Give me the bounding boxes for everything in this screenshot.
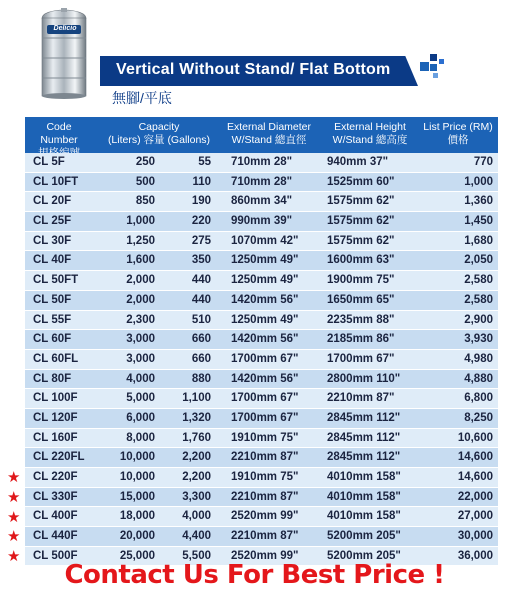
cell-liters: 850 — [135, 195, 155, 208]
cell-price: 27,000 — [457, 510, 493, 523]
table-row — [25, 173, 498, 193]
table-header — [25, 117, 498, 153]
red-star-icon: ★ — [7, 548, 21, 565]
cell-price: 22,000 — [457, 490, 493, 503]
cell-diameter: 1700mm 67" — [231, 411, 299, 424]
cell-diameter: 1910mm 75" — [231, 431, 299, 444]
cell-price: 4,980 — [464, 352, 493, 365]
cell-liters: 3,000 — [126, 352, 155, 365]
cell-price: 1,450 — [464, 215, 493, 228]
cell-gallons: 510 — [191, 313, 211, 326]
cell-gallons: 3,300 — [182, 490, 211, 503]
cell-liters: 15,000 — [119, 490, 155, 503]
cell-gallons: 660 — [191, 333, 211, 346]
cell-gallons: 4,400 — [182, 530, 211, 543]
header-capacity-units: (Liters) 容量 (Gallons) — [107, 134, 211, 146]
header-capacity-en: Capacity — [138, 121, 180, 133]
cell-diameter: 710mm 28" — [231, 156, 293, 168]
cell-liters: 4,000 — [126, 372, 155, 385]
cell-code: CL 220FL — [33, 451, 85, 464]
header-price — [419, 121, 497, 147]
cell-liters: 1,000 — [126, 215, 155, 228]
cell-diameter: 990mm 39" — [231, 215, 293, 228]
table-row — [25, 330, 498, 350]
cell-height: 2845mm 112" — [327, 451, 401, 464]
red-star-icon: ★ — [7, 508, 21, 526]
header-height-zh: W/Stand 總高度 — [332, 134, 408, 146]
cell-code: CL 25F — [33, 215, 72, 228]
table-row — [25, 389, 498, 409]
cell-code: CL 50F — [33, 293, 72, 306]
cell-code: CL 60F — [33, 333, 72, 346]
cell-gallons: 2,200 — [182, 471, 211, 483]
cell-price: 4,880 — [464, 372, 493, 385]
cell-code: CL 55F — [33, 313, 72, 326]
brand-logo-text: Delicio — [53, 25, 77, 32]
cell-height: 1525mm 60" — [327, 175, 395, 188]
contact-cta: Contact Us For Best Price ! — [64, 560, 445, 590]
cell-diameter: 2210mm 87" — [231, 490, 299, 503]
cell-code: CL 440F — [33, 530, 78, 543]
cell-code: CL 30F — [33, 234, 72, 247]
cell-height: 4010mm 158" — [327, 510, 401, 523]
cell-code: CL 50FT — [33, 274, 79, 287]
cell-liters: 2,000 — [126, 293, 155, 306]
table-row — [25, 232, 498, 252]
header-diameter-en: External Diameter — [226, 121, 312, 133]
cell-liters: 3,000 — [126, 333, 155, 346]
cell-gallons: 660 — [191, 352, 211, 365]
cell-diameter: 2210mm 87" — [231, 451, 299, 464]
cell-gallons: 55 — [198, 156, 211, 168]
cell-code: CL 20F — [33, 195, 72, 208]
cell-gallons: 1,320 — [182, 411, 211, 424]
cell-code: CL 5F — [33, 156, 65, 168]
cell-diameter: 1420mm 56" — [231, 293, 299, 306]
header-diameter-zh: W/Stand 總直徑 — [231, 134, 307, 146]
cell-gallons: 440 — [191, 293, 211, 306]
price-table — [25, 117, 498, 566]
cell-price: 14,600 — [457, 471, 493, 483]
cell-liters: 8,000 — [126, 431, 155, 444]
cell-code: CL 220F — [33, 471, 78, 483]
cell-diameter: 1420mm 56" — [231, 333, 299, 346]
cell-price: 1,000 — [464, 175, 493, 188]
cell-diameter: 1910mm 75" — [231, 471, 299, 483]
header-price-zh: 價格 — [447, 134, 469, 146]
header-height — [323, 121, 417, 147]
header-code-en: Code Number — [40, 121, 78, 146]
cell-price: 14,600 — [457, 451, 493, 464]
table-row — [25, 251, 498, 271]
table-row — [25, 271, 498, 291]
cell-code: CL 400F — [33, 510, 78, 523]
cell-diameter: 1070mm 42" — [231, 234, 299, 247]
cell-liters: 10,000 — [119, 471, 155, 483]
cell-height: 2845mm 112" — [327, 431, 401, 444]
cell-code: CL 160F — [33, 431, 78, 444]
cell-gallons: 1,100 — [182, 392, 211, 405]
cell-height: 2800mm 110" — [327, 372, 401, 385]
cell-height: 1700mm 67" — [327, 352, 395, 365]
red-star-icon: ★ — [7, 488, 21, 506]
cell-diameter: 2520mm 99" — [231, 510, 299, 523]
cell-diameter: 1420mm 56" — [231, 372, 299, 385]
table-row — [25, 409, 498, 429]
cell-height: 2185mm 86" — [327, 333, 395, 346]
table-row — [25, 468, 498, 488]
cell-liters: 500 — [135, 175, 155, 188]
page-subtitle: 無腳/平底 — [112, 90, 172, 106]
cell-gallons: 190 — [191, 195, 211, 208]
cell-gallons: 5,500 — [182, 549, 211, 562]
cell-gallons: 1,760 — [182, 431, 211, 444]
cell-price: 770 — [473, 156, 493, 168]
cell-gallons: 350 — [191, 254, 211, 267]
cell-liters: 25,000 — [119, 549, 155, 562]
cell-diameter: 1700mm 67" — [231, 352, 299, 365]
cell-height: 2210mm 87" — [327, 392, 395, 405]
cell-diameter: 1250mm 49" — [231, 254, 299, 267]
cell-liters: 20,000 — [119, 530, 155, 543]
table-row — [25, 192, 498, 212]
cell-diameter: 1250mm 49" — [231, 274, 299, 287]
cell-code: CL 10FT — [33, 175, 79, 188]
table-row — [25, 429, 498, 449]
cell-price: 1,680 — [464, 234, 493, 247]
table-row — [25, 153, 498, 173]
cell-liters: 1,600 — [126, 254, 155, 267]
cell-code: CL 60FL — [33, 352, 79, 365]
cell-height: 1900mm 75" — [327, 274, 395, 287]
cell-gallons: 220 — [191, 215, 211, 228]
cell-liters: 2,300 — [126, 313, 155, 326]
header-price-en: List Price (RM) — [423, 121, 493, 133]
cell-diameter: 1700mm 67" — [231, 392, 299, 405]
cell-gallons: 4,000 — [182, 510, 211, 523]
cell-liters: 10,000 — [119, 451, 155, 464]
cell-gallons: 2,200 — [182, 451, 211, 464]
cell-price: 36,000 — [457, 549, 493, 562]
table-row — [25, 311, 498, 331]
cell-gallons: 880 — [191, 372, 211, 385]
cell-code: CL 330F — [33, 490, 78, 503]
cell-diameter: 2520mm 99" — [231, 549, 299, 562]
cell-liters: 18,000 — [119, 510, 155, 523]
cell-price: 2,900 — [464, 313, 493, 326]
cell-liters: 5,000 — [126, 392, 155, 405]
cell-height: 1650mm 65" — [327, 293, 395, 306]
cell-code: CL 40F — [33, 254, 72, 267]
table-row — [25, 527, 498, 547]
cell-liters: 250 — [135, 156, 155, 168]
cell-code: CL 100F — [33, 392, 78, 405]
red-star-icon: ★ — [7, 528, 21, 546]
header-capacity — [99, 121, 219, 147]
table-body — [25, 153, 498, 566]
page-title: Vertical Without Stand/ Flat Bottom — [116, 61, 391, 78]
table-row — [25, 370, 498, 390]
cell-height: 1575mm 62" — [327, 215, 395, 228]
cell-height: 2845mm 112" — [327, 411, 401, 424]
header-diameter — [223, 121, 315, 147]
header-height-en: External Height — [334, 121, 406, 133]
cell-price: 10,600 — [457, 431, 493, 444]
table-row — [25, 291, 498, 311]
cell-liters: 2,000 — [126, 274, 155, 287]
cell-diameter: 1250mm 49" — [231, 313, 299, 326]
cell-price: 6,800 — [464, 392, 493, 405]
cell-diameter: 860mm 34" — [231, 195, 293, 208]
table-row — [25, 488, 498, 508]
tank-image — [38, 8, 90, 100]
cell-height: 4010mm 158" — [327, 471, 401, 483]
cell-price: 2,580 — [464, 293, 493, 306]
cell-price: 3,930 — [464, 333, 493, 346]
table-row — [25, 448, 498, 468]
cell-height: 1600mm 63" — [327, 254, 395, 267]
cell-price: 1,360 — [464, 195, 493, 208]
cell-height: 1575mm 62" — [327, 234, 395, 247]
cell-gallons: 440 — [191, 274, 211, 287]
cell-diameter: 2210mm 87" — [231, 530, 299, 543]
cell-price: 2,050 — [464, 254, 493, 267]
cell-height: 5200mm 205" — [327, 530, 401, 543]
cell-code: CL 500F — [33, 549, 78, 562]
table-row — [25, 350, 498, 370]
cell-height: 4010mm 158" — [327, 490, 401, 503]
cell-gallons: 110 — [192, 175, 211, 188]
table-row — [25, 212, 498, 232]
cell-code: CL 120F — [33, 411, 78, 424]
cell-liters: 6,000 — [126, 411, 155, 424]
cell-price: 2,580 — [464, 274, 493, 287]
cell-liters: 1,250 — [126, 234, 155, 247]
cell-height: 2235mm 88" — [327, 313, 395, 326]
cell-diameter: 710mm 28" — [231, 175, 293, 188]
cell-height: 5200mm 205" — [327, 549, 401, 562]
table-row — [25, 507, 498, 527]
red-star-icon: ★ — [7, 469, 21, 487]
cell-height: 1575mm 62" — [327, 195, 395, 208]
cell-price: 8,250 — [464, 411, 493, 424]
cell-height: 940mm 37" — [327, 156, 389, 168]
cell-price: 30,000 — [457, 530, 493, 543]
cell-code: CL 80F — [33, 372, 72, 385]
cell-gallons: 275 — [191, 234, 211, 247]
